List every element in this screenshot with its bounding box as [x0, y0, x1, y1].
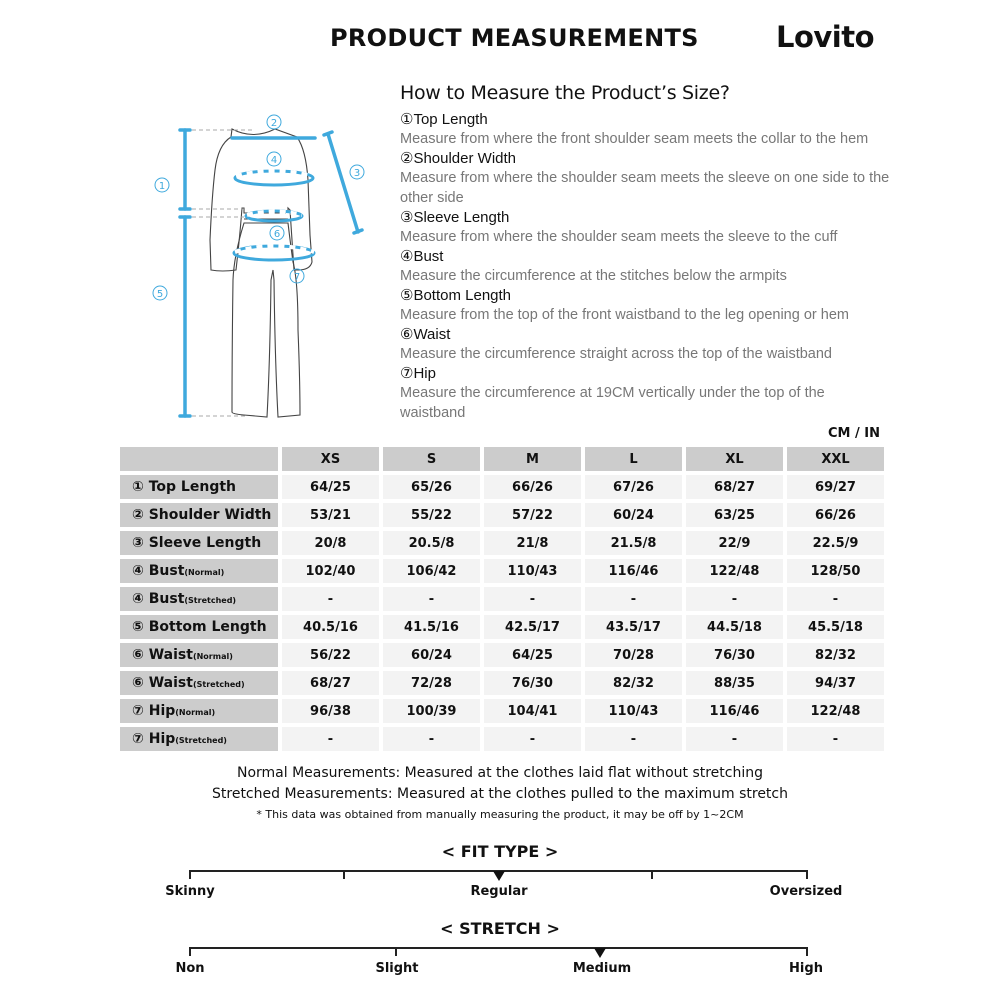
measure-item-sleeve-length [400, 208, 890, 247]
size-header-xl: XL [686, 447, 783, 471]
size-value-cell: 66/26 [484, 475, 581, 499]
svg-text:5: 5 [156, 289, 164, 300]
fit-type-tick [343, 870, 345, 879]
svg-text:2: 2 [270, 118, 278, 129]
size-value-cell: - [787, 727, 884, 751]
row-label-cell [120, 559, 278, 583]
table-row [120, 699, 884, 723]
measure-item-title: ⑤Bottom Length [400, 287, 512, 304]
measure-item-bottom-length [400, 286, 890, 325]
stretch-label-medium: Medium [572, 961, 632, 976]
size-value-cell: 45.5/18 [787, 615, 884, 639]
size-value-cell: 128/50 [787, 559, 884, 583]
size-value-cell: 63/25 [686, 503, 783, 527]
row-label-cell [120, 503, 278, 527]
fit-type-tick [651, 870, 653, 879]
table-row [120, 559, 884, 583]
size-value-cell: 22/9 [686, 531, 783, 555]
stretch-tick [189, 947, 191, 956]
size-value-cell: - [585, 727, 682, 751]
measure-item-title: ⑥Waist [400, 326, 451, 343]
size-value-cell: 96/38 [282, 699, 379, 723]
size-value-cell: - [484, 587, 581, 611]
size-value-cell: 76/30 [686, 643, 783, 667]
measure-item-shoulder-width [400, 149, 890, 208]
row-label: ⑥ Waist [132, 675, 193, 691]
size-value-cell: 41.5/16 [383, 615, 480, 639]
stretch-label-slight: Slight [375, 961, 419, 976]
size-header-m: M [484, 447, 581, 471]
brand-logo: Lovito [776, 20, 875, 54]
row-label-cell [120, 531, 278, 555]
row-label-cell [120, 475, 278, 499]
size-value-cell: 60/24 [585, 503, 682, 527]
size-value-cell: 68/27 [282, 671, 379, 695]
measure-item-desc: Measure the circumference at 19CM vertically under the top of the waistband [400, 385, 825, 421]
size-value-cell: 42.5/17 [484, 615, 581, 639]
size-value-cell: 100/39 [383, 699, 480, 723]
measure-item-top-length [400, 110, 890, 149]
size-value-cell: 20/8 [282, 531, 379, 555]
size-value-cell: 116/46 [686, 699, 783, 723]
measure-item-desc: Measure from where the shoulder seam meets the sleeve on one side to the other side [400, 170, 890, 206]
table-header-row [120, 447, 884, 471]
size-value-cell: - [585, 587, 682, 611]
stretched-measurement-note: Stretched Measurements: Measured at the clothes pulled to the maximum stretch [212, 786, 788, 802]
size-value-cell: 64/25 [282, 475, 379, 499]
row-label-qualifier: (Normal) [175, 708, 216, 717]
size-value-cell: 21/8 [484, 531, 581, 555]
svg-text:7: 7 [293, 272, 301, 283]
measure-item-title: ①Top Length [400, 111, 488, 128]
normal-measurement-note: Normal Measurements: Measured at the clothes laid flat without stretching [237, 765, 763, 781]
size-chart-table [116, 443, 888, 755]
size-value-cell: 104/41 [484, 699, 581, 723]
page-title: PRODUCT MEASUREMENTS [330, 24, 699, 52]
size-value-cell: 110/43 [585, 699, 682, 723]
size-header-l: L [585, 447, 682, 471]
measure-item-desc: Measure the circumference at the stitches below the armpits [400, 268, 787, 284]
size-value-cell: 55/22 [383, 503, 480, 527]
size-value-cell: - [383, 727, 480, 751]
measure-item-waist [400, 325, 890, 364]
table-row [120, 531, 884, 555]
size-value-cell: 56/22 [282, 643, 379, 667]
table-row [120, 643, 884, 667]
size-value-cell: 67/26 [585, 475, 682, 499]
table-row [120, 587, 884, 611]
size-value-cell: - [282, 727, 379, 751]
size-value-cell: 22.5/9 [787, 531, 884, 555]
size-value-cell: 106/42 [383, 559, 480, 583]
row-label: ③ Sleeve Length [132, 535, 262, 551]
size-value-cell: 76/30 [484, 671, 581, 695]
size-value-cell: 88/35 [686, 671, 783, 695]
row-label: ⑥ Waist [132, 647, 193, 663]
stretch-tick [395, 947, 397, 956]
row-label: ⑦ Hip [132, 703, 176, 719]
stretch-line [189, 947, 808, 949]
row-label-cell [120, 615, 278, 639]
size-value-cell: 94/37 [787, 671, 884, 695]
garment-measurement-diagram [140, 100, 390, 430]
table-row [120, 503, 884, 527]
table-row [120, 727, 884, 751]
row-label-cell [120, 671, 278, 695]
size-value-cell: 68/27 [686, 475, 783, 499]
svg-text:6: 6 [273, 229, 281, 240]
how-to-measure-section [400, 82, 890, 423]
size-value-cell: 102/40 [282, 559, 379, 583]
size-value-cell: 116/46 [585, 559, 682, 583]
row-label-cell [120, 699, 278, 723]
row-label-qualifier: (Normal) [192, 652, 233, 661]
size-value-cell: 21.5/8 [585, 531, 682, 555]
svg-text:3: 3 [353, 168, 361, 179]
stretch-tick [806, 947, 808, 956]
how-to-heading: How to Measure the Product’s Size? [400, 82, 730, 104]
row-label: ⑦ Hip [132, 731, 176, 747]
size-value-cell: 72/28 [383, 671, 480, 695]
size-value-cell: - [383, 587, 480, 611]
svg-text:1: 1 [158, 181, 166, 192]
table-row [120, 671, 884, 695]
size-value-cell: 53/21 [282, 503, 379, 527]
size-value-cell: - [686, 587, 783, 611]
size-value-cell: 66/26 [787, 503, 884, 527]
unit-label: CM / IN [828, 426, 880, 441]
row-label-qualifier: (Stretched) [175, 736, 227, 745]
fit-type-tick [189, 870, 191, 879]
size-value-cell: 40.5/16 [282, 615, 379, 639]
row-label: ④ Bust [132, 591, 185, 607]
measure-item-title: ②Shoulder Width [400, 150, 517, 167]
fit-type-label-oversized: Oversized [769, 884, 843, 899]
fit-type-title: < FIT TYPE > [441, 842, 559, 861]
size-value-cell: 70/28 [585, 643, 682, 667]
measure-item-desc: Measure from the top of the front waistband to the leg opening or hem [400, 307, 849, 323]
size-value-cell: 82/32 [787, 643, 884, 667]
svg-text:4: 4 [270, 155, 278, 166]
table-row [120, 615, 884, 639]
table-row [120, 475, 884, 499]
row-label: ④ Bust [132, 563, 185, 579]
size-value-cell: 65/26 [383, 475, 480, 499]
size-value-cell: 57/22 [484, 503, 581, 527]
size-value-cell: 43.5/17 [585, 615, 682, 639]
size-value-cell: - [484, 727, 581, 751]
row-label-qualifier: (Stretched) [184, 596, 237, 605]
size-value-cell: - [282, 587, 379, 611]
measure-item-title: ④Bust [400, 248, 444, 265]
size-header-s: S [383, 447, 480, 471]
stretch-selected-marker-icon [594, 948, 606, 958]
size-header-xxl: XXL [787, 447, 884, 471]
row-label-cell [120, 727, 278, 751]
measurement-notes [0, 763, 1000, 825]
size-value-cell: 122/48 [787, 699, 884, 723]
row-label-qualifier: (Stretched) [192, 680, 245, 689]
row-label: ② Shoulder Width [132, 507, 272, 523]
row-label-cell [120, 587, 278, 611]
row-label: ① Top Length [132, 479, 236, 495]
size-value-cell: 60/24 [383, 643, 480, 667]
measure-item-desc: Measure from where the shoulder seam meets the sleeve to the cuff [400, 229, 838, 245]
size-header-xs: XS [282, 447, 379, 471]
fit-type-tick [806, 870, 808, 879]
measure-item-title: ③Sleeve Length [400, 209, 510, 226]
fit-type-label-regular: Regular [470, 884, 528, 899]
size-value-cell: 82/32 [585, 671, 682, 695]
stretch-label-high: High [789, 961, 823, 976]
size-value-cell: 69/27 [787, 475, 884, 499]
row-label: ⑤ Bottom Length [132, 619, 267, 635]
size-value-cell: 122/48 [686, 559, 783, 583]
fit-type-label-skinny: Skinny [165, 884, 215, 899]
measure-item-desc: Measure from where the front shoulder seam meets the collar to the hem [400, 131, 869, 147]
size-value-cell: - [787, 587, 884, 611]
row-label-qualifier: (Normal) [184, 568, 225, 577]
size-value-cell: 64/25 [484, 643, 581, 667]
measure-item-hip [400, 364, 890, 423]
size-value-cell: - [686, 727, 783, 751]
measure-item-desc: Measure the circumference straight across the top of the waistband [400, 346, 832, 362]
size-value-cell: 20.5/8 [383, 531, 480, 555]
size-value-cell: 110/43 [484, 559, 581, 583]
stretch-label-non: Non [175, 961, 205, 976]
measure-item-title: ⑦Hip [400, 365, 436, 382]
fit-type-selected-marker-icon [493, 871, 505, 881]
disclaimer-note: * This data was obtained from manually measuring the product, it may be off by 1~2CM [256, 808, 744, 821]
measure-item-bust [400, 247, 890, 286]
row-label-cell [120, 643, 278, 667]
stretch-title: < STRETCH > [440, 919, 560, 938]
header-corner-cell [120, 447, 278, 471]
size-value-cell: 44.5/18 [686, 615, 783, 639]
